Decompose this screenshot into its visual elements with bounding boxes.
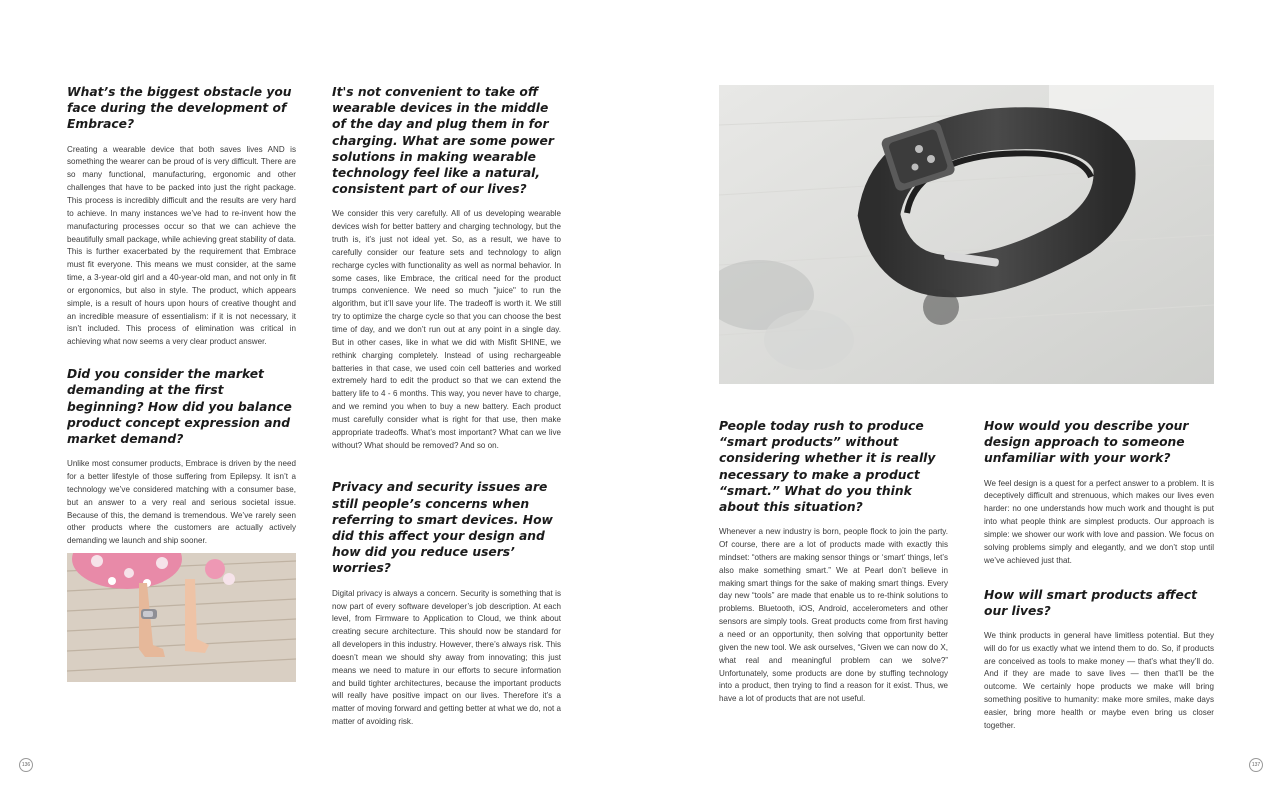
- section-heading: How would you describe your design approach to someone unfamiliar with your work?: [984, 419, 1189, 466]
- section-heading: People today rush to produce “smart products” without considering whether it is really necessary to make a product “smart.” What do you think about this situation?: [719, 419, 936, 515]
- right-column-2: [984, 418, 1214, 750]
- section-body: We feel design is a quest for a perfect answer to a problem. It is deceptively difficult and strenuous, which makes our lives even harder: no one understands how much work and thought is put into what people think are simplest products. Our approach is simple: we shower our work with love and passion. We focus on solving problems simply and elegantly, and we don’t stop until we’ve achieved just that.: [984, 478, 1214, 565]
- section-body: We consider this very carefully. All of us developing wearable devices wish for better battery and charging technology, but the truth is, it’s just not ideal yet. So, as a result, we have to carefully consider our feature sets and technology to align recharge cycles with functionality as well as normal behavior. In some cases, like Embrace, the critical need for the product trumps convenience. We need so much "juice" to run the algorithm, but it’ll save your life. The tradeoff is worth it. We still try to optimize the charge cycle so that you can choose the best time of day, and we don’t run out at any point in a single day. But in other cases, like in what we did with Misfit SHINE, we rethink charging completely. Instead of using rechargeable batteries in that case, we used coin cell batteries and worked extremely hard to edit the product so that we can extend the battery life to 4 - 6 months. This way, you never have to charge, and we remind you when to buy a new battery. Each product must carefully consider what is right for that use, then make appropriate tradeoffs. What’s most important? What can we live without? What should be removed? And so on.: [332, 209, 561, 450]
- page-number-left: 136: [19, 758, 33, 772]
- left-column-2: [332, 84, 561, 746]
- right-page: [640, 0, 1280, 792]
- left-column-1: [67, 84, 296, 565]
- section-heading: How will smart products affect our lives?: [984, 587, 1198, 618]
- section-heading: It's not convenient to take off wearable devices in the middle of the day and plug them in for charging. What are some power solutions in making wearable technology feel like a natural, consistent part of our lives?: [332, 85, 554, 197]
- section-heading: Did you consider the market demanding at the first beginning? How did you balance product concept expression and market demand?: [67, 367, 292, 446]
- child-wearing-band-photo: [67, 553, 296, 682]
- section-body: We think products in general have limitless potential. But they will do for us exactly what we intend them to do. So, if products are conceived as tools to make money — that’s what they’ll do. And if they are made to save lives — then that’ll be the outcome. We certainly hope products we make will bring something positive to humanity: make more smiles, make days easier, bring more health or maybe even bring us closer together.: [984, 630, 1214, 730]
- page-number-right: 137: [1249, 758, 1263, 772]
- section-heading: What’s the biggest obstacle you face during the development of Embrace?: [67, 85, 292, 132]
- section-body: Whenever a new industry is born, people flock to join the party. Of course, there are a lot of products made with exactly this mindset: “others are making sensor things or ‘smart’ things, let’s also make something smart.” We at Pearl don’t believe in making smart things for the sake of making smart things. Every day new “tools” are made that enable us to re-think solutions to problems. Bluetooth, iOS, Android, accelerometers and other sensors are simply tools. Great products come from first having a need or an opportunity, then solving that opportunity better given the new tool. We ask ourselves, “Given we can now do X, what real and meaningful problem can we solve?” Unfortunately, some products are done by stuffing technology into a product, then trying to find a reason for it exist. Thus, we have a lot of products that are not useful.: [719, 527, 948, 704]
- section-body: Unlike most consumer products, Embrace is driven by the need for a better lifestyle of those suffering from Epilepsy. It isn’t a technology we’ve considered matching with a consumer base, but an answer to a very real and serious societal issue. Because of this, the demand is tremendous. We’ve rarely seen other products where the customers are actually actively demanding we launch and ship sooner.: [67, 459, 296, 546]
- section-body: Creating a wearable device that both saves lives AND is something the wearer can be proud of is very difficult. There are so many functional, manufacturing, ergonomic and other challenges that have to be packed into just the right package. This process is incredibly difficult and the results are very hard to achieve. In many instances we’ve had to re-invent how the manufacturing processes occur so that we can achieve the beautifully small package, while achieving great stability of data. This is further exacerbated by the requirement that Embrace must fit everyone. This means we must consider, at the same time, a 3-year-old girl and a 40-year-old man, and not only in fit or ergonomics, but also in style. The product, which appears simple, is a result of hours upon hours of creative thought and an incredible measure of essentialism: if it is not necessary, it isn’t included. This process of elimination was critical in achieving what now seems a very clear product answer.: [67, 144, 296, 347]
- embrace-wristband-photo: [719, 85, 1214, 384]
- right-column-1: [719, 418, 948, 723]
- section-heading: Privacy and security issues are still people’s concerns when referring to smart devices. How did this affect your design and how did you reduce users’ worries?: [332, 480, 553, 576]
- section-body: Digital privacy is always a concern. Security is something that is now part of every software developer’s job description. At each level, from Firmware to Application to Cloud, we think about creating secure architecture. This should now be standard for all developers in this industry. However, there’s always risk. This doesn’t mean we should shy away from innovating; this just means we need to mature in our efforts to secure information and build tighter architectures, because the important products will really have positive impact on our lives. Therefore it’s a matter of moving forward and getting better at what we do, not a matter of avoiding risk.: [332, 588, 561, 727]
